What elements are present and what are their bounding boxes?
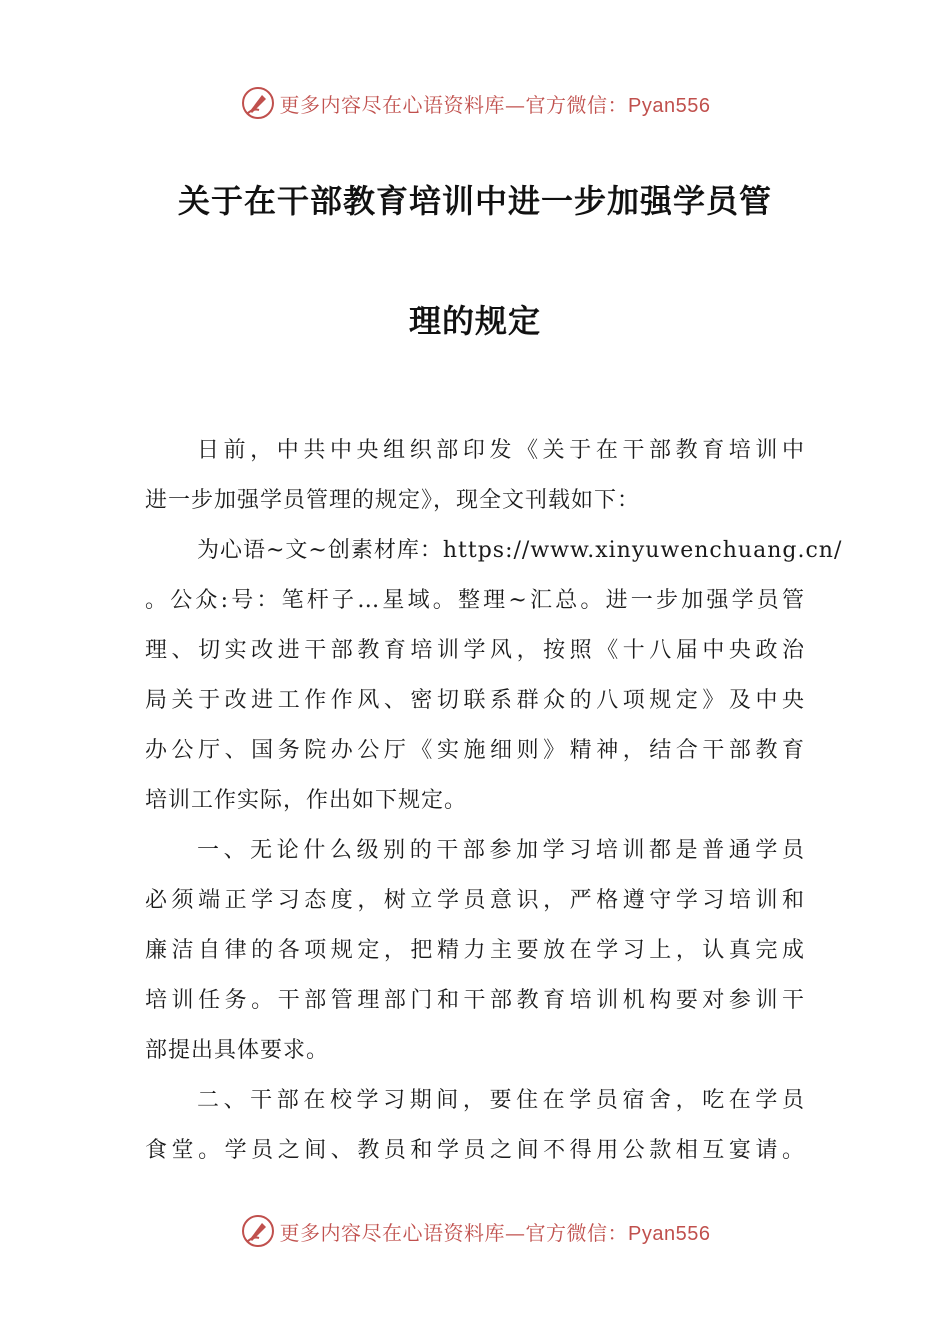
watermark-text: 更多内容尽在心语资料库—官方微信：Pyan556 bbox=[279, 1220, 711, 1245]
body-line: 必须端正学习态度，树立学员意识，严格遵守学习培训和 bbox=[145, 888, 805, 913]
header-watermark bbox=[0, 83, 950, 123]
body-line: 部提出具体要求。 bbox=[145, 1038, 330, 1063]
pen-nib-logo-icon bbox=[240, 1213, 276, 1249]
body-line: 进一步加强学员管理的规定》，现全文刊载如下： bbox=[145, 488, 641, 513]
body-line: 食堂。学员之间、教员和学员之间不得用公款相互宴请。 bbox=[145, 1138, 805, 1163]
body-line: 办公厅、国务院办公厅《实施细则》精神，结合干部教育 bbox=[145, 738, 805, 763]
body-line: 局关于改进工作作风、密切联系群众的八项规定》及中央 bbox=[145, 688, 805, 713]
body-line: 廉洁自律的各项规定，把精力主要放在学习上，认真完成 bbox=[145, 938, 805, 963]
body-line: 培训工作实际，作出如下规定。 bbox=[145, 788, 468, 813]
footer-watermark bbox=[0, 1211, 950, 1251]
body-line: 培训任务。干部管理部门和干部教育培训机构要对参训干 bbox=[145, 988, 805, 1013]
pen-nib-logo-icon bbox=[240, 85, 276, 121]
document-title-line-1: 关于在干部教育培训中进一步加强学员管 bbox=[177, 182, 772, 220]
body-line: 日前，中共中央组织部印发《关于在干部教育培训中 bbox=[197, 438, 805, 463]
document-title-line-2: 理的规定 bbox=[408, 302, 541, 340]
body-line: 理、切实改进干部教育培训学风，按照《十八届中央政治 bbox=[145, 638, 805, 663]
document-body bbox=[145, 426, 843, 1176]
body-line: 二、干部在校学习期间，要住在学员宿舍，吃在学员 bbox=[197, 1088, 805, 1113]
body-line: 为心语~文~创素材库：https://www.xinyuwenchuang.cn/ bbox=[197, 538, 843, 563]
body-line: 。公众:号：笔杆子…星域。整理~汇总。进一步加强学员管 bbox=[145, 588, 805, 613]
watermark-text: 更多内容尽在心语资料库—官方微信：Pyan556 bbox=[279, 92, 711, 117]
body-line: 一、无论什么级别的干部参加学习培训都是普通学员 bbox=[197, 838, 805, 863]
